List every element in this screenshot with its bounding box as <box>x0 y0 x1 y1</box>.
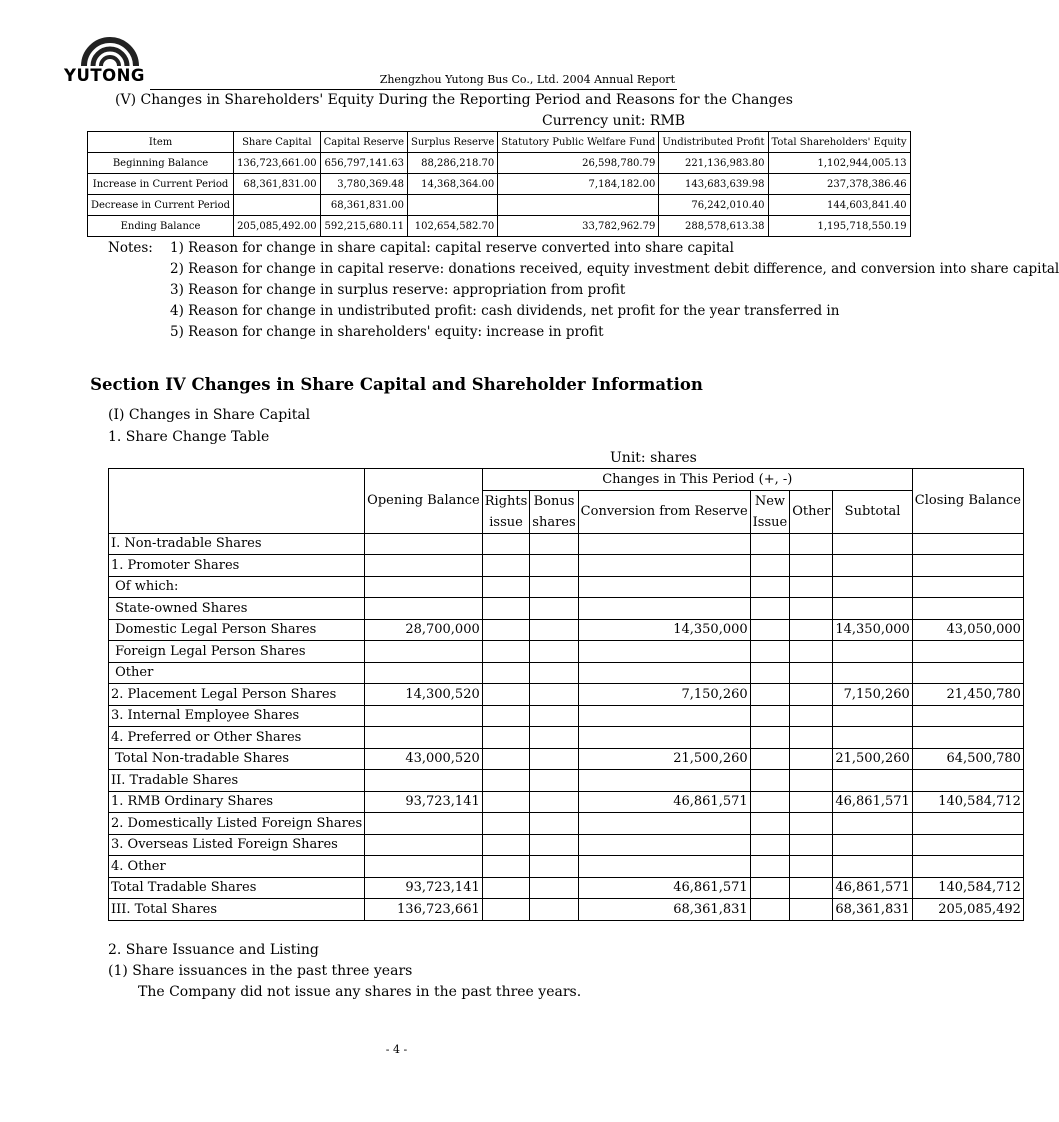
cell-subtotal <box>833 555 912 577</box>
row-label: I. Non-tradable Shares <box>109 533 365 555</box>
cell-other <box>790 899 833 921</box>
cell: 68,361,831.00 <box>320 195 407 216</box>
cell-reserve <box>578 555 750 577</box>
cell: 102,654,582.70 <box>408 216 498 237</box>
header-reserve: Conversion from Reserve <box>578 490 750 533</box>
cell: 3,780,369.48 <box>320 174 407 195</box>
header-other: Other <box>790 490 833 533</box>
row-label: II. Tradable Shares <box>109 770 365 792</box>
cell-subtotal: 7,150,260 <box>833 684 912 706</box>
cell-end <box>912 533 1023 555</box>
cell-reserve: 14,350,000 <box>578 619 750 641</box>
column-header: Undistributed Profit <box>659 132 768 153</box>
header-beginning: Opening Balance <box>365 469 483 534</box>
table-row <box>88 174 911 195</box>
row-label: Beginning Balance <box>88 153 234 174</box>
cell-begin <box>365 727 483 749</box>
cell-begin <box>365 813 483 835</box>
cell-allot <box>482 748 530 770</box>
table-row <box>109 770 1024 792</box>
cell-issue <box>750 813 790 835</box>
cell-other <box>790 705 833 727</box>
cell-reserve <box>578 727 750 749</box>
cell-reserve <box>578 834 750 856</box>
cell: 7,184,182.00 <box>498 174 659 195</box>
row-label: Total Tradable Shares <box>109 877 365 899</box>
cell-issue <box>750 748 790 770</box>
cell-reserve <box>578 662 750 684</box>
cell-issue <box>750 598 790 620</box>
cell-bonus <box>530 619 578 641</box>
cell-end <box>912 856 1023 878</box>
header-subtotal: Subtotal <box>833 490 912 533</box>
cell-other <box>790 813 833 835</box>
row-label: 3. Overseas Listed Foreign Shares <box>109 834 365 856</box>
cell-subtotal <box>833 533 912 555</box>
cell-reserve: 46,861,571 <box>578 791 750 813</box>
cell-bonus <box>530 533 578 555</box>
row-label: Of which: <box>109 576 365 598</box>
cell-allot <box>482 813 530 835</box>
row-label: Decrease in Current Period <box>88 195 234 216</box>
cell-begin: 136,723,661 <box>365 899 483 921</box>
share-changes-heading: (I) Changes in Share Capital <box>108 407 311 423</box>
cell-subtotal <box>833 813 912 835</box>
cell-bonus <box>530 770 578 792</box>
cell-issue <box>750 834 790 856</box>
table-row <box>88 153 911 174</box>
cell-other <box>790 576 833 598</box>
cell-subtotal <box>833 834 912 856</box>
equity-unit: Currency unit: RMB <box>542 113 686 129</box>
cell-bonus <box>530 598 578 620</box>
table-row <box>109 834 1024 856</box>
note-item: 3) Reason for change in surplus reserve: appropriation from profit <box>170 282 626 298</box>
cell-end <box>912 705 1023 727</box>
header-ending: Closing Balance <box>912 469 1023 534</box>
table-row <box>109 662 1024 684</box>
cell: 136,723,661.00 <box>234 153 321 174</box>
header-divider <box>150 89 677 90</box>
cell-issue <box>750 641 790 663</box>
cell-other <box>790 641 833 663</box>
cell-begin <box>365 533 483 555</box>
cell-allot <box>482 856 530 878</box>
row-label: 1. Promoter Shares <box>109 555 365 577</box>
table-row <box>109 576 1024 598</box>
cell-reserve <box>578 856 750 878</box>
cell-other <box>790 555 833 577</box>
cell-issue <box>750 727 790 749</box>
cell-issue <box>750 576 790 598</box>
cell-issue <box>750 684 790 706</box>
cell-other <box>790 791 833 813</box>
cell <box>498 195 659 216</box>
cell-other <box>790 533 833 555</box>
cell-issue <box>750 705 790 727</box>
cell-allot <box>482 641 530 663</box>
cell-issue <box>750 877 790 899</box>
cell-begin <box>365 598 483 620</box>
cell-allot <box>482 684 530 706</box>
cell-other <box>790 684 833 706</box>
cell-allot <box>482 834 530 856</box>
cell-begin <box>365 576 483 598</box>
cell-bonus <box>530 641 578 663</box>
cell-other <box>790 748 833 770</box>
table-row <box>109 748 1024 770</box>
cell-subtotal: 14,350,000 <box>833 619 912 641</box>
cell-bonus <box>530 856 578 878</box>
cell-allot <box>482 791 530 813</box>
cell-begin <box>365 555 483 577</box>
note-item: 1) Reason for change in share capital: capital reserve converted into share capital <box>170 240 734 256</box>
share-change-table <box>108 468 1024 921</box>
cell-begin: 14,300,520 <box>365 684 483 706</box>
cell: 26,598,780.79 <box>498 153 659 174</box>
equity-heading: (V) Changes in Shareholders' Equity During the Reporting Period and Reasons for the Changes <box>115 92 793 108</box>
cell-bonus <box>530 684 578 706</box>
cell-other <box>790 877 833 899</box>
share-table-unit: Unit: shares <box>610 450 697 466</box>
cell-bonus <box>530 662 578 684</box>
cell-issue <box>750 899 790 921</box>
issuance-text: The Company did not issue any shares in the past three years. <box>138 984 582 1000</box>
cell-allot <box>482 619 530 641</box>
cell-allot <box>482 705 530 727</box>
row-label: 2. Domestically Listed Foreign Shares <box>109 813 365 835</box>
header-allot: Rights issue <box>482 490 530 533</box>
cell-reserve <box>578 641 750 663</box>
cell-reserve <box>578 533 750 555</box>
cell: 33,782,962.79 <box>498 216 659 237</box>
cell: 592,215,680.11 <box>320 216 407 237</box>
cell: 237,378,386.46 <box>768 174 910 195</box>
cell-end: 205,085,492 <box>912 899 1023 921</box>
header-issue: New Issue <box>750 490 790 533</box>
equity-table <box>87 131 911 237</box>
cell: 143,683,639.98 <box>659 174 768 195</box>
cell-reserve: 46,861,571 <box>578 877 750 899</box>
cell-other <box>790 727 833 749</box>
cell: 205,085,492.00 <box>234 216 321 237</box>
cell-bonus <box>530 727 578 749</box>
cell-end <box>912 834 1023 856</box>
cell-reserve <box>578 813 750 835</box>
note-item: 2) Reason for change in capital reserve: donations received, equity investment debit difference, and conversion into share capital <box>170 261 1059 277</box>
equity-table-header <box>88 132 911 153</box>
table-row <box>109 619 1024 641</box>
cell-begin: 28,700,000 <box>365 619 483 641</box>
cell-allot <box>482 576 530 598</box>
row-label: Foreign Legal Person Shares <box>109 641 365 663</box>
cell <box>234 195 321 216</box>
cell: 76,242,010.40 <box>659 195 768 216</box>
cell: 14,368,364.00 <box>408 174 498 195</box>
cell-issue <box>750 662 790 684</box>
table-row <box>109 899 1024 921</box>
cell: 144,603,841.40 <box>768 195 910 216</box>
cell-other <box>790 598 833 620</box>
cell-end: 64,500,780 <box>912 748 1023 770</box>
cell-other <box>790 856 833 878</box>
cell-end <box>912 813 1023 835</box>
cell-subtotal <box>833 856 912 878</box>
table-row <box>88 195 911 216</box>
cell-end: 140,584,712 <box>912 791 1023 813</box>
cell-bonus <box>530 834 578 856</box>
cell-end <box>912 576 1023 598</box>
row-label: 3. Internal Employee Shares <box>109 705 365 727</box>
cell-issue <box>750 555 790 577</box>
cell-other <box>790 834 833 856</box>
column-header: Capital Reserve <box>320 132 407 153</box>
cell-bonus <box>530 877 578 899</box>
issuance-heading: 2. Share Issuance and Listing <box>108 942 319 958</box>
row-label: 4. Other <box>109 856 365 878</box>
cell-issue <box>750 619 790 641</box>
logo-text: YUTONG <box>64 66 145 85</box>
cell: 221,136,983.80 <box>659 153 768 174</box>
cell-reserve <box>578 705 750 727</box>
cell-subtotal <box>833 727 912 749</box>
cell-reserve: 7,150,260 <box>578 684 750 706</box>
row-label: Increase in Current Period <box>88 174 234 195</box>
cell: 88,286,218.70 <box>408 153 498 174</box>
table-row <box>109 813 1024 835</box>
share-table-title: 1. Share Change Table <box>108 429 270 445</box>
cell-allot <box>482 727 530 749</box>
table-row <box>109 705 1024 727</box>
cell-issue <box>750 856 790 878</box>
cell-end: 21,450,780 <box>912 684 1023 706</box>
row-label: Other <box>109 662 365 684</box>
header-cell-blank <box>109 469 365 534</box>
row-label: 2. Placement Legal Person Shares <box>109 684 365 706</box>
cell: 1,102,944,005.13 <box>768 153 910 174</box>
table-row <box>109 533 1024 555</box>
cell-reserve: 21,500,260 <box>578 748 750 770</box>
cell: 1,195,718,550.19 <box>768 216 910 237</box>
column-header: Surplus Reserve <box>408 132 498 153</box>
cell-other <box>790 662 833 684</box>
cell-reserve: 68,361,831 <box>578 899 750 921</box>
row-label: Domestic Legal Person Shares <box>109 619 365 641</box>
row-label: III. Total Shares <box>109 899 365 921</box>
cell: 68,361,831.00 <box>234 174 321 195</box>
column-header: Total Shareholders' Equity <box>768 132 910 153</box>
cell-reserve <box>578 598 750 620</box>
cell-reserve <box>578 576 750 598</box>
cell-end <box>912 770 1023 792</box>
cell-allot <box>482 662 530 684</box>
cell-begin <box>365 856 483 878</box>
section-title: Section IV Changes in Share Capital and Shareholder Information <box>90 375 703 394</box>
row-label: State-owned Shares <box>109 598 365 620</box>
cell-subtotal <box>833 705 912 727</box>
cell-subtotal: 68,361,831 <box>833 899 912 921</box>
column-header: Share Capital <box>234 132 321 153</box>
cell-bonus <box>530 576 578 598</box>
column-header: Item <box>88 132 234 153</box>
cell-begin: 43,000,520 <box>365 748 483 770</box>
note-item: 4) Reason for change in undistributed profit: cash dividends, net profit for the year transferred in <box>170 303 840 319</box>
header-changes: Changes in This Period (+, -) <box>482 469 912 491</box>
column-header: Statutory Public Welfare Fund <box>498 132 659 153</box>
table-row <box>109 727 1024 749</box>
cell-end <box>912 641 1023 663</box>
cell-bonus <box>530 791 578 813</box>
cell-issue <box>750 533 790 555</box>
table-row <box>88 216 911 237</box>
cell-bonus <box>530 748 578 770</box>
page-number: - 4 - <box>385 1043 408 1056</box>
table-row <box>109 684 1024 706</box>
cell-subtotal <box>833 641 912 663</box>
cell-allot <box>482 899 530 921</box>
cell-begin <box>365 641 483 663</box>
cell-allot <box>482 770 530 792</box>
notes-label: Notes: <box>108 240 153 256</box>
cell-allot <box>482 877 530 899</box>
table-row <box>109 877 1024 899</box>
cell-begin <box>365 834 483 856</box>
cell-end <box>912 727 1023 749</box>
table-row <box>109 598 1024 620</box>
header-title: Zhengzhou Yutong Bus Co., Ltd. 2004 Annual Report <box>379 73 675 86</box>
cell-begin <box>365 770 483 792</box>
cell-bonus <box>530 899 578 921</box>
cell-allot <box>482 598 530 620</box>
table-row <box>109 555 1024 577</box>
cell: 656,797,141.63 <box>320 153 407 174</box>
table-row <box>109 641 1024 663</box>
cell-subtotal <box>833 576 912 598</box>
cell-bonus <box>530 555 578 577</box>
cell-begin <box>365 662 483 684</box>
cell-begin <box>365 705 483 727</box>
cell-end <box>912 555 1023 577</box>
row-label: 1. RMB Ordinary Shares <box>109 791 365 813</box>
cell-subtotal: 46,861,571 <box>833 877 912 899</box>
cell <box>408 195 498 216</box>
cell-begin: 93,723,141 <box>365 791 483 813</box>
row-label: Ending Balance <box>88 216 234 237</box>
table-row <box>109 856 1024 878</box>
row-label: Total Non-tradable Shares <box>109 748 365 770</box>
note-item: 5) Reason for change in shareholders' equity: increase in profit <box>170 324 604 340</box>
cell-end: 140,584,712 <box>912 877 1023 899</box>
cell-subtotal <box>833 598 912 620</box>
table-header-row <box>109 469 1024 491</box>
cell-subtotal <box>833 770 912 792</box>
cell-subtotal: 46,861,571 <box>833 791 912 813</box>
cell-subtotal: 21,500,260 <box>833 748 912 770</box>
cell-reserve <box>578 770 750 792</box>
cell-subtotal <box>833 662 912 684</box>
cell-end <box>912 598 1023 620</box>
cell: 288,578,613.38 <box>659 216 768 237</box>
cell-allot <box>482 555 530 577</box>
cell-begin: 93,723,141 <box>365 877 483 899</box>
cell-end: 43,050,000 <box>912 619 1023 641</box>
header-bonus: Bonus shares <box>530 490 578 533</box>
cell-end <box>912 662 1023 684</box>
cell-issue <box>750 770 790 792</box>
cell-bonus <box>530 813 578 835</box>
cell-other <box>790 619 833 641</box>
row-label: 4. Preferred or Other Shares <box>109 727 365 749</box>
issuance-subheading: (1) Share issuances in the past three years <box>108 963 413 979</box>
cell-other <box>790 770 833 792</box>
table-row <box>109 791 1024 813</box>
cell-bonus <box>530 705 578 727</box>
share-table-body <box>109 533 1024 920</box>
cell-issue <box>750 791 790 813</box>
cell-allot <box>482 533 530 555</box>
